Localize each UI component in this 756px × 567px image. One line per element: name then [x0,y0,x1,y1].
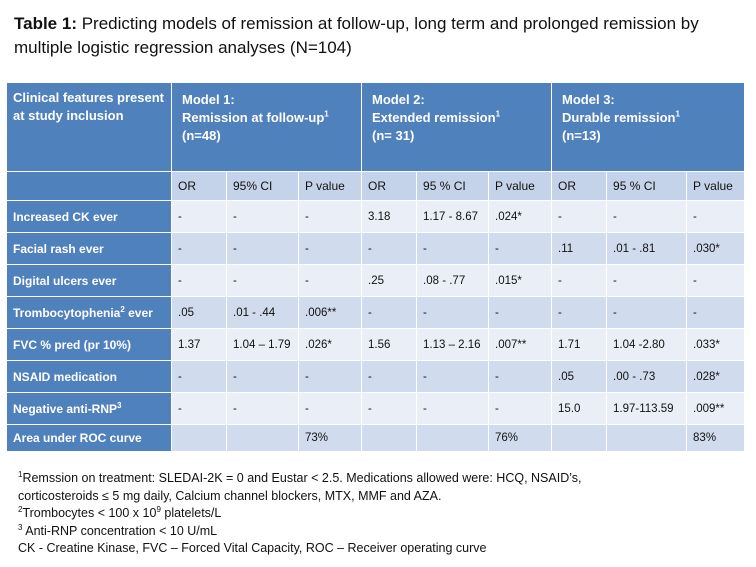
table-cell: .009** [687,393,745,425]
table-cell: - [417,297,489,329]
table-row [7,393,745,425]
model-3-name-line [562,109,738,127]
table-cell: .05 [552,361,607,393]
caption-label: Table 1: [14,14,77,33]
table-cell: .11 [552,233,607,265]
table-cell: .030* [687,233,745,265]
table-cell: .033* [687,329,745,361]
model-2-header [362,83,552,172]
table-cell: - [172,393,227,425]
table-row [7,265,745,297]
table-cell: .028* [687,361,745,393]
regression-table [6,82,745,452]
model-1-n: (n=48) [182,128,221,143]
table-cell: - [687,265,745,297]
table-cell: 1.71 [552,329,607,361]
table-cell [362,425,417,452]
table-cell: .015* [489,265,552,297]
model-1-name-line [182,109,355,127]
table-row [7,297,745,329]
model-2-name-line [372,109,545,127]
table-cell: - [362,233,417,265]
table-cell: - [607,265,687,297]
row-label-text: Increased CK ever [13,209,118,224]
table-cell: - [362,393,417,425]
footnote-2 [18,505,748,523]
table-cell: 1.04 – 1.79 [227,329,299,361]
stat-header-cell: OR [172,172,227,201]
table-cell: 1.13 – 2.16 [417,329,489,361]
model-2-title: Model 2: [372,92,425,107]
stat-header-cell: P value [687,172,745,201]
model-2-n: (n= 31) [372,128,415,143]
table-cell: 1.37 [172,329,227,361]
table-cell: 1.17 - 8.67 [417,201,489,233]
table-cell: .024* [489,201,552,233]
footnotes [18,470,748,558]
row-label-tail: ever [124,305,153,320]
table-cell: 73% [299,425,362,452]
table-cell: 1.04 -2.80 [607,329,687,361]
table-cell: 3.18 [362,201,417,233]
table-row [7,425,745,452]
footnote-3-text: Anti-RNP concentration < 10 U/mL [22,523,218,538]
stat-header-cell: 95 % CI [417,172,489,201]
row-label [7,329,172,361]
table-cell: 76% [489,425,552,452]
table-cell: - [227,201,299,233]
row-label-text: Area under ROC curve [13,431,142,445]
table-cell: .01 - .81 [607,233,687,265]
stat-header-cell: P value [489,172,552,201]
table-row [7,233,745,265]
table-cell: 1.97-113.59 [607,393,687,425]
row-label [7,233,172,265]
row-label-text: Negative anti-RNP [13,401,118,416]
footnote-1-cont [18,488,748,506]
row-label [7,297,172,329]
table-cell: - [362,361,417,393]
table-cell: - [489,233,552,265]
table-cell: - [417,361,489,393]
model-1-header [172,83,362,172]
footnote-3 [18,523,748,541]
table-caption [14,12,744,60]
footnote-2-sup: 2 [18,504,23,514]
table-cell: - [362,297,417,329]
stat-header-cell: P value [299,172,362,201]
caption-text: Predicting models of remission at follow-up, long term and prolonged remission by multiple logistic regression analyses (N=104) [14,14,699,57]
footnote-1-text: Remssion on treatment: SLEDAI-2K = 0 and Eustar < 2.5. Medications allowed were: HCQ, NSAID’s, [22,471,582,485]
row-label-text: Digital ulcers ever [13,273,117,288]
row-label-sup: 3 [117,400,122,410]
table-cell: - [687,297,745,329]
table-cell: - [172,361,227,393]
table-cell [227,425,299,452]
table-cell: - [607,201,687,233]
table-cell: - [227,265,299,297]
table-cell [607,425,687,452]
model-2-sup: 1 [495,109,501,119]
table-cell: - [172,201,227,233]
row-label-text: Trombocytophenia [13,305,121,320]
corner-header: Clinical features present at study inclusion [7,83,172,172]
stat-header-blank [7,172,172,201]
stat-header-cell: OR [552,172,607,201]
stat-header-row [7,172,745,201]
footnote-3-sup: 3 [18,522,23,532]
table-cell: .007** [489,329,552,361]
table-cell: - [417,233,489,265]
row-label [7,361,172,393]
stat-header-cell: OR [362,172,417,201]
model-1-name: Remission at follow-up [182,110,325,125]
table-cell: - [489,297,552,329]
model-1-sup: 1 [324,109,329,119]
row-label [7,265,172,297]
footnote-abbreviations [18,540,748,558]
model-3-n: (n=13) [562,128,601,143]
table-cell [417,425,489,452]
table-cell: - [227,393,299,425]
stat-header-cell: 95 % CI [607,172,687,201]
table-cell: .25 [362,265,417,297]
table-cell: - [552,297,607,329]
model-3-header [552,83,745,172]
model-3-title: Model 3: [562,92,615,107]
row-label-text: Facial rash ever [13,241,104,256]
table-cell: - [552,265,607,297]
table-cell: .026* [299,329,362,361]
table-row [7,329,745,361]
table-cell: - [417,393,489,425]
table-cell: 83% [687,425,745,452]
model-3-name: Durable remission [562,110,676,125]
table-cell: - [227,361,299,393]
table-cell: .01 - .44 [227,297,299,329]
table-cell: .00 - .73 [607,361,687,393]
table-cell: - [489,393,552,425]
table-cell: - [299,233,362,265]
table-cell [552,425,607,452]
row-label [7,201,172,233]
table-cell: .05 [172,297,227,329]
table-cell: - [172,265,227,297]
table-cell: - [299,393,362,425]
table-cell: .08 - .77 [417,265,489,297]
row-label [7,425,172,452]
footnote-2-text-tail: platelets/L [160,506,222,520]
footnote-abbreviations-text: CK - Creatine Kinase, FVC – Forced Vital Capacity, ROC – Receiver operating curve [18,541,487,555]
table-cell: - [687,201,745,233]
footnote-1 [18,470,748,488]
table-cell: - [299,361,362,393]
table-cell [172,425,227,452]
row-label-text: FVC % pred (pr 10%) [13,337,132,352]
footnote-1-sup: 1 [18,469,23,479]
model-3-sup: 1 [675,109,680,119]
table-cell: - [552,201,607,233]
table-cell: - [489,361,552,393]
model-1-title: Model 1: [182,92,235,107]
footnote-2-text: Trombocytes < 100 x 10 [22,506,157,520]
table-cell: - [607,297,687,329]
table-row [7,361,745,393]
row-label-text: NSAID medication [13,369,118,384]
table-cell: - [299,201,362,233]
row-label-sup: 2 [120,304,125,314]
footnote-2-exponent: 9 [156,504,161,514]
footnote-1-cont-text: corticosteroids ≤ 5 mg daily, Calcium channel blockers, MTX, MMF and AZA. [18,488,442,503]
table-cell: .006** [299,297,362,329]
table-cell: - [227,233,299,265]
model-2-name: Extended remission [372,110,496,125]
model-header-row [7,83,745,172]
table-cell: - [172,233,227,265]
stat-header-cell: 95% CI [227,172,299,201]
row-label [7,393,172,425]
table-cell: 15.0 [552,393,607,425]
table-cell: 1.56 [362,329,417,361]
table-cell: - [299,265,362,297]
table-row [7,201,745,233]
